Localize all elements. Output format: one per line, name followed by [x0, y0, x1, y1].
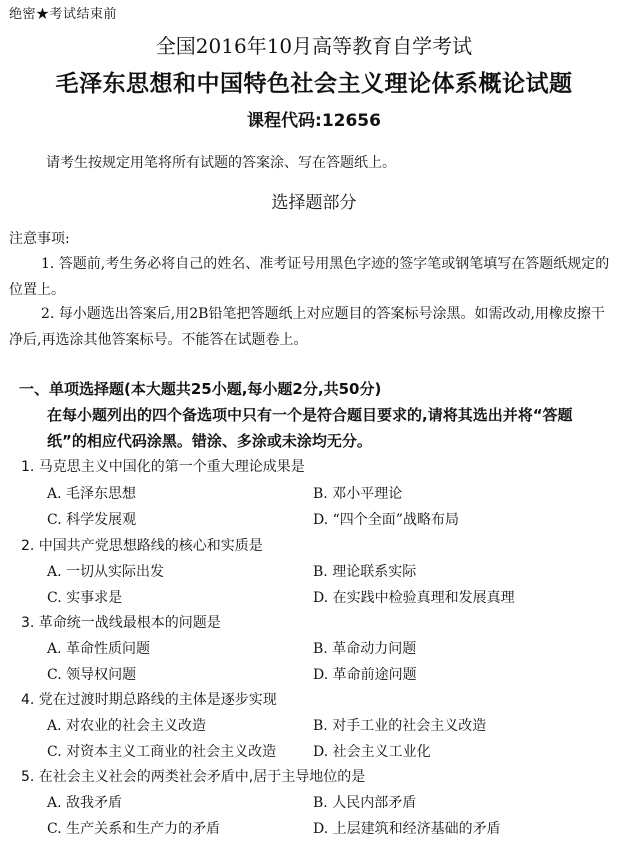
option-d: D. 社会主义工业化: [313, 744, 431, 760]
option-c: C. 领导权问题: [47, 667, 137, 683]
paper-title: 毛泽东思想和中国特色社会主义理论体系概论试题: [55, 71, 573, 97]
note-item: 2. 每小题选出答案后,用2B铅笔把答题纸上对应题目的答案标号涂黑。如需改动,用橡皮擦干净后,再选涂其他答案标号。不能答在试题卷上。: [9, 306, 605, 348]
part-title: 选择题部分: [271, 193, 357, 213]
option-d: D. 革命前途问题: [313, 667, 417, 683]
exam-title: 全国2016年10月高等教育自学考试: [155, 34, 473, 58]
option-a: A. 一切从实际出发: [47, 564, 165, 580]
section-description: 在每小题列出的四个备选项中只有一个是符合题目要求的,请将其选出并将“答题纸”的相应代码涂黑。错涂、多涂或未涂均无分。: [47, 406, 573, 450]
confidential-mark: 绝密★考试结束前: [9, 7, 118, 22]
option-b: B. 革命动力问题: [313, 641, 417, 657]
notes-heading: 注意事项:: [9, 231, 70, 247]
option-b: B. 对手工业的社会主义改造: [313, 718, 487, 734]
section-heading: 一、单项选择题(本大题共25小题,每小题2分,共50分): [19, 380, 382, 398]
note-item: 1. 答题前,考生务必将自己的姓名、准考证号用黑色字迹的签字笔或钢笔填写在答题纸规定的位置上。: [9, 256, 610, 298]
question-stem: 2. 中国共产党思想路线的核心和实质是: [21, 538, 263, 554]
question-stem: 3. 革命统一战线最根本的问题是: [21, 615, 221, 631]
option-a: A. 敌我矛盾: [47, 795, 123, 811]
question-stem: 4. 党在过渡时期总路线的主体是逐步实现: [21, 692, 277, 708]
question-stem: 5. 在社会主义社会的两类社会矛盾中,居于主导地位的是: [21, 769, 366, 785]
option-c: C. 实事求是: [47, 590, 123, 606]
option-a: A. 革命性质问题: [47, 641, 151, 657]
option-d: D. 上层建筑和经济基础的矛盾: [313, 821, 501, 837]
option-a: A. 对农业的社会主义改造: [47, 718, 207, 734]
instructions: 请考生按规定用笔将所有试题的答案涂、写在答题纸上。: [46, 155, 396, 171]
option-a: A. 毛泽东思想: [47, 486, 137, 502]
option-c: C. 科学发展观: [47, 512, 137, 528]
option-d: D. 在实践中检验真理和发展真理: [313, 590, 515, 606]
course-code: 课程代码:12656: [247, 111, 381, 131]
option-b: B. 人民内部矛盾: [313, 795, 417, 811]
option-c: C. 对资本主义工商业的社会主义改造: [47, 744, 277, 760]
option-d: D. “四个全面”战略布局: [313, 512, 459, 528]
option-b: B. 邓小平理论: [313, 486, 403, 502]
option-b: B. 理论联系实际: [313, 564, 417, 580]
option-c: C. 生产关系和生产力的矛盾: [47, 821, 221, 837]
question-stem: 1. 马克思主义中国化的第一个重大理论成果是: [21, 459, 305, 475]
